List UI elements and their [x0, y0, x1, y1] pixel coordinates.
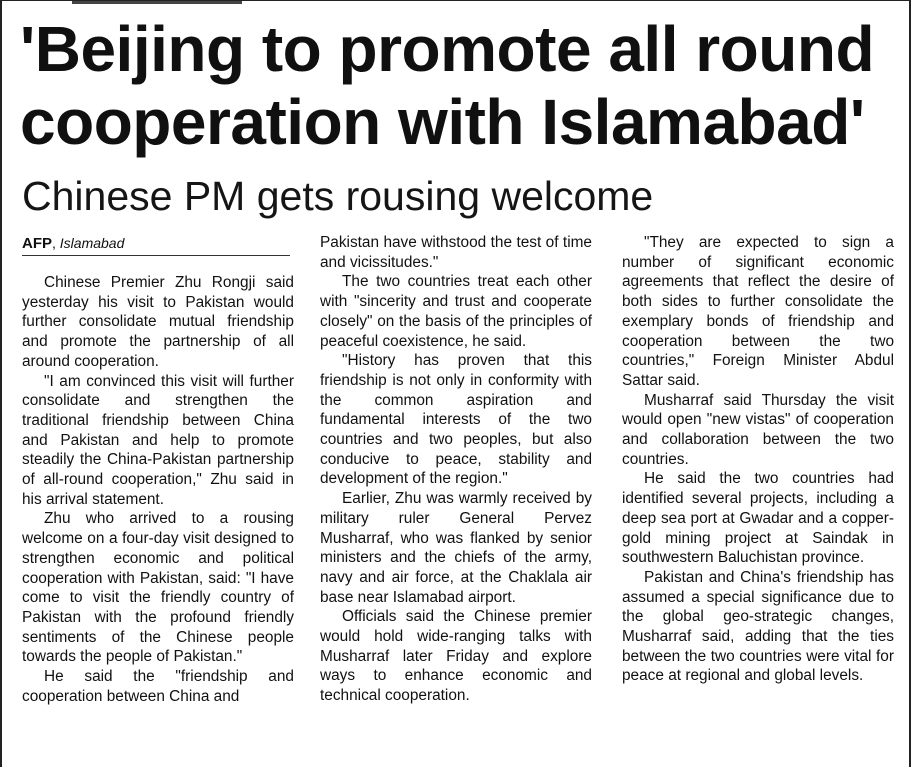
paragraph-continued: Pakistan have withstood the test of time and vicissitudes." [320, 234, 592, 271]
byline [22, 233, 290, 256]
article-column-1 [22, 273, 294, 706]
byline-dateline: Islamabad [59, 235, 125, 251]
paragraph: Zhu who arrived to a rousing welcome on a four-day visit designed to strengthen economic and political cooperation with Pakistan, said: "I have come to visit the friendly country of Pakistan with the profound friendly sentiments of the Chinese people towards the people of Pakistan." [22, 510, 294, 666]
article-column-2 [320, 233, 592, 706]
byline-agency: AFP [22, 235, 52, 252]
headline: 'Beijing to promote all round cooperation with Islamabad' [20, 13, 875, 158]
article-column-3 [622, 233, 894, 686]
paragraph: Officials said the Chinese premier would hold wide-ranging talks with Musharraf later Friday and explore ways to enhance economic and technical cooperation. [320, 608, 592, 705]
paragraph: Earlier, Zhu was warmly received by military ruler General Pervez Musharraf, who was flanked by senior ministers and the chiefs of the army, navy and air force, at the Chaklala air base near Islamabad airport. [320, 490, 592, 606]
paragraph: The two countries treat each other with "sincerity and trust and cooperate closely" on the basis of the principles of peaceful coexistence, he said. [320, 273, 592, 350]
subheadline: Chinese PM gets rousing welcome [22, 173, 654, 219]
paragraph: Musharraf said Thursday the visit would open "new vistas" of cooperation and collaboration between the two countries. [622, 391, 894, 468]
paragraph: "I am convinced this visit will further consolidate and strengthen the traditional friendship between China and Pakistan and help to promote steadily the China-Pakistan partnership of all-round cooperation," Zhu said in his arrival statement. [22, 372, 294, 508]
paragraph: Chinese Premier Zhu Rongji said yesterday his visit to Pakistan would further consolidate mutual friendship and promote the partnership of all around cooperation. [22, 274, 294, 370]
paragraph: "History has proven that this friendship is not only in conformity with the common aspiration and fundamental interests of the two countries and two peoples, but also conducive to peace, stability and development of the region." [320, 352, 592, 488]
byline-separator: , [52, 235, 60, 251]
paragraph: He said the "friendship and cooperation between China and [22, 668, 294, 705]
paragraph: "They are expected to sign a number of significant economic agreements that reflect the desire of both sides to further consolidate the exemplary bonds of friendship and cooperation between the two countries," Foreign Minister Abdul Sattar said. [622, 234, 894, 389]
top-rule [72, 0, 242, 4]
paragraph: Pakistan and China's friendship has assumed a special significance due to the global geo-strategic changes, Musharraf said, adding that the ties between the two countries were vital for peace at regional and global levels. [622, 568, 894, 685]
paragraph: He said the two countries had identified several projects, including a deep sea port at Gwadar and a copper-gold mining project at Saindak in southwestern Baluchistan province. [622, 470, 894, 567]
